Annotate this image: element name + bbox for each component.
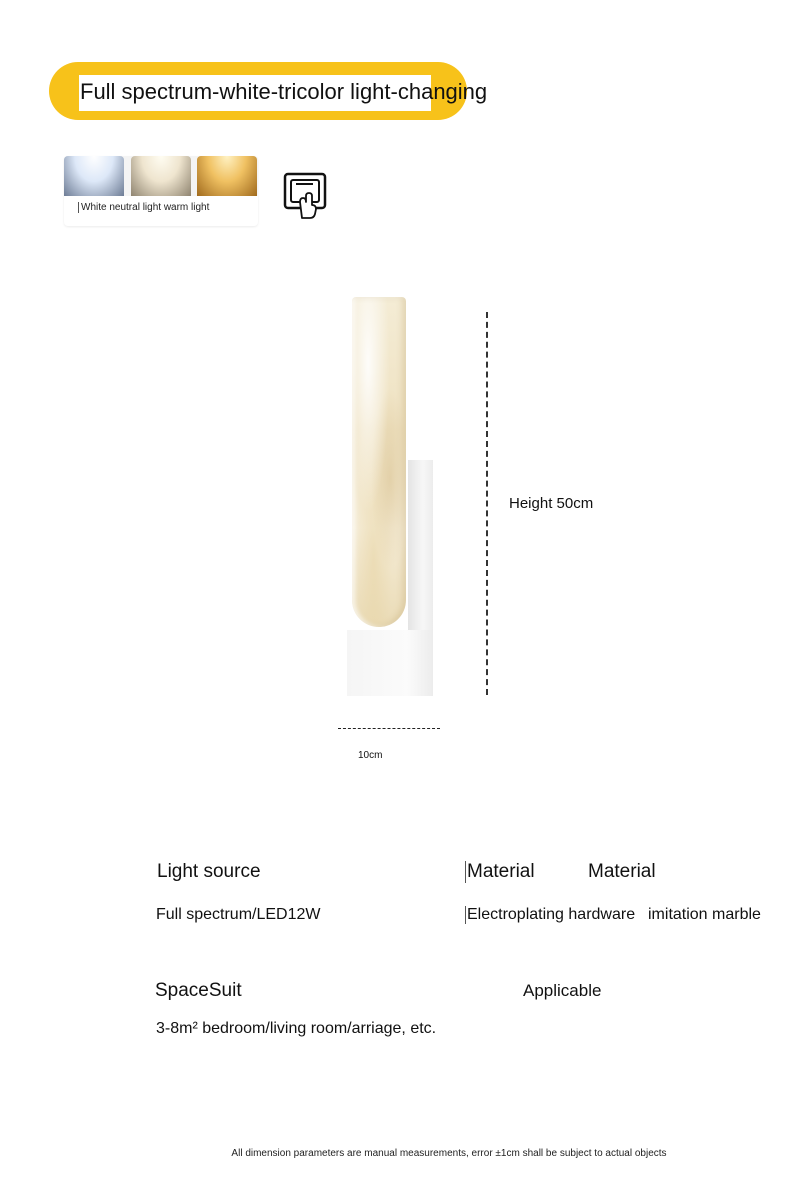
warm-light-swatch [197,156,257,196]
touch-switch-icon [283,172,327,220]
space-heading: SpaceSuit [155,980,242,1001]
measurement-footnote: All dimension parameters are manual measurements, error ±1cm shall be subject to actual objects [231,1148,667,1159]
light-source-value: Full spectrum/LED12W [156,906,321,923]
material-heading-secondary: Material [588,861,656,882]
light-modes-label: White neutral light warm light [78,202,209,213]
material-value-marble: imitation marble [648,906,761,923]
space-value: 3-8m² bedroom/living room/arriage, etc. [156,1020,437,1037]
lamp-base [347,630,433,696]
neutral-light-swatch [131,156,191,196]
light-mode-swatches [64,156,258,226]
light-source-heading: Light source [157,861,261,882]
height-dimension-line [486,312,488,695]
page-title: Full spectrum-white-tricolor light-changing [80,79,488,104]
white-light-swatch [64,156,124,196]
width-dimension-line [338,728,440,729]
applicable-heading: Applicable [523,981,602,1000]
height-label: Height 50cm [509,495,594,512]
material-heading: Material [467,861,535,882]
material-value-hardware: Electroplating hardware [467,906,636,923]
swatch-label-bar [64,196,258,226]
width-label: 10cm [358,750,383,761]
lamp-marble-shade [352,297,406,627]
